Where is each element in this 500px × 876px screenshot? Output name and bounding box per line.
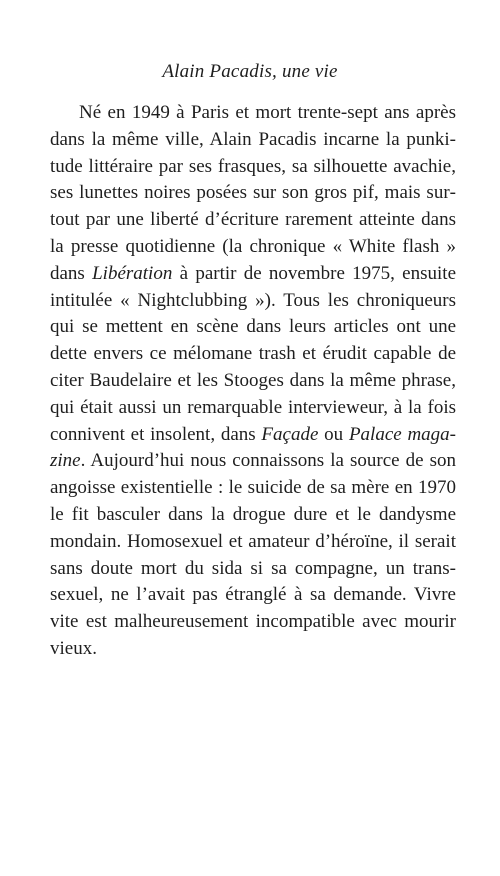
text-segment: à partir de novembre 1975, ensuite intitulée « Nightclubbing »). Tous les chroniqueurs qui se mettent en scène dans leurs articles ont une dette envers ce mélomane trash et érudit capable de citer Baudelaire et les Stooges dans la même phrase, qui était aussi un remarquable intervieweur, à la fois connivent et insolent, dans [50, 262, 457, 445]
text-segment: Né en 1949 à Paris et mort trente-sept ans après dans la même ville, Alain Pacadis incarne la punkitude littéraire par ses frasques, sa silhouette avachie, ses lunettes noires posées sur son gros pif, mais surtout par une liberté d’écriture rarement atteinte dans la presse quotidienne (la chronique « White flash » dans [50, 102, 456, 284]
text-segment: . Aujourd’hui nous connaissons la source de son angoisse existentielle : le suicide de sa mère en 1970 le fit basculer dans la drogue dure et le dandysme mondain. Homosexuel et amateur d’héroïne, il serait sans doute mort du sida si sa compagne, un transsexuel, ne l’avait pas étranglé à sa demande. Vivre vite est malheureusement incompatible avec mourir vieux. [50, 450, 456, 659]
page-title: Alain Pacadis, une vie [162, 61, 338, 82]
italic-title-facade: Façade [261, 423, 319, 445]
italic-title-palace-magazine: Palace magazine [50, 423, 456, 472]
body-paragraph [50, 100, 456, 663]
text-segment: ou [318, 423, 349, 445]
italic-title-liberation: Libération [92, 262, 173, 284]
